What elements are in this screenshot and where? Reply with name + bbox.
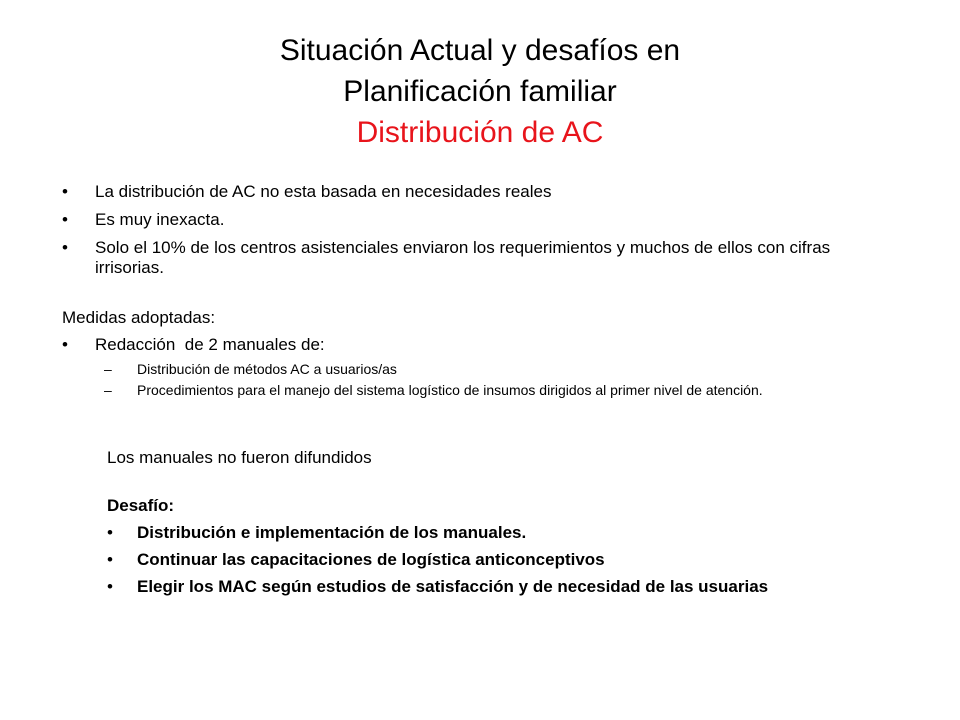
bullet-glyph: • [107,550,113,569]
challenge-block [107,447,907,603]
bullet-item [62,210,902,230]
challenge-heading: Desafío: [107,496,175,515]
title-subtitle: Distribución de AC [356,116,604,149]
note-text: Los manuales no fueron difundidos [107,448,372,467]
measures-subitem [62,382,902,399]
dash-glyph: – [104,382,112,398]
bullet-glyph: • [62,335,68,354]
measures-heading: Medidas adoptadas: [62,308,216,327]
dash-glyph: – [104,361,112,377]
measures-item [62,335,902,355]
slide-title [0,30,960,153]
bullet-glyph: • [107,523,113,542]
title-line-1: Situación Actual y desafíos en [279,34,681,67]
bullet-text: La distribución de AC no esta basada en necesidades reales [95,182,552,201]
bullet-item [62,182,902,202]
challenge-item [107,576,907,598]
bullet-glyph: • [62,210,68,229]
challenge-item-text: Elegir los MAC según estudios de satisfacción y de necesidad de las usuarias [137,577,769,596]
bullet-text: Es muy inexacta. [95,210,225,229]
bullet-glyph: • [107,577,113,596]
challenge-item [107,522,907,544]
bullet-glyph: • [62,182,68,201]
measures-subitem-text: Distribución de métodos AC a usuarios/as [137,361,397,377]
title-line-2: Planificación familiar [343,75,617,108]
measures-subitem-text: Procedimientos para el manejo del sistema logístico de insumos dirigidos al primer nivel de atención. [137,382,763,398]
challenge-item-text: Continuar las capacitaciones de logística anticonceptivos [137,550,605,569]
bullet-item [62,238,902,278]
challenge-item [107,549,907,571]
bullet-glyph: • [62,238,68,257]
slide-body [62,182,902,403]
challenge-item-text: Distribución e implementación de los manuales. [137,523,527,542]
bullet-text: Solo el 10% de los centros asistenciales enviaron los requerimientos y muchos de ellos con cifras irrisorias. [95,238,831,277]
measures-item-text: Redacción de 2 manuales de: [95,335,325,354]
measures-subitem [62,361,902,378]
